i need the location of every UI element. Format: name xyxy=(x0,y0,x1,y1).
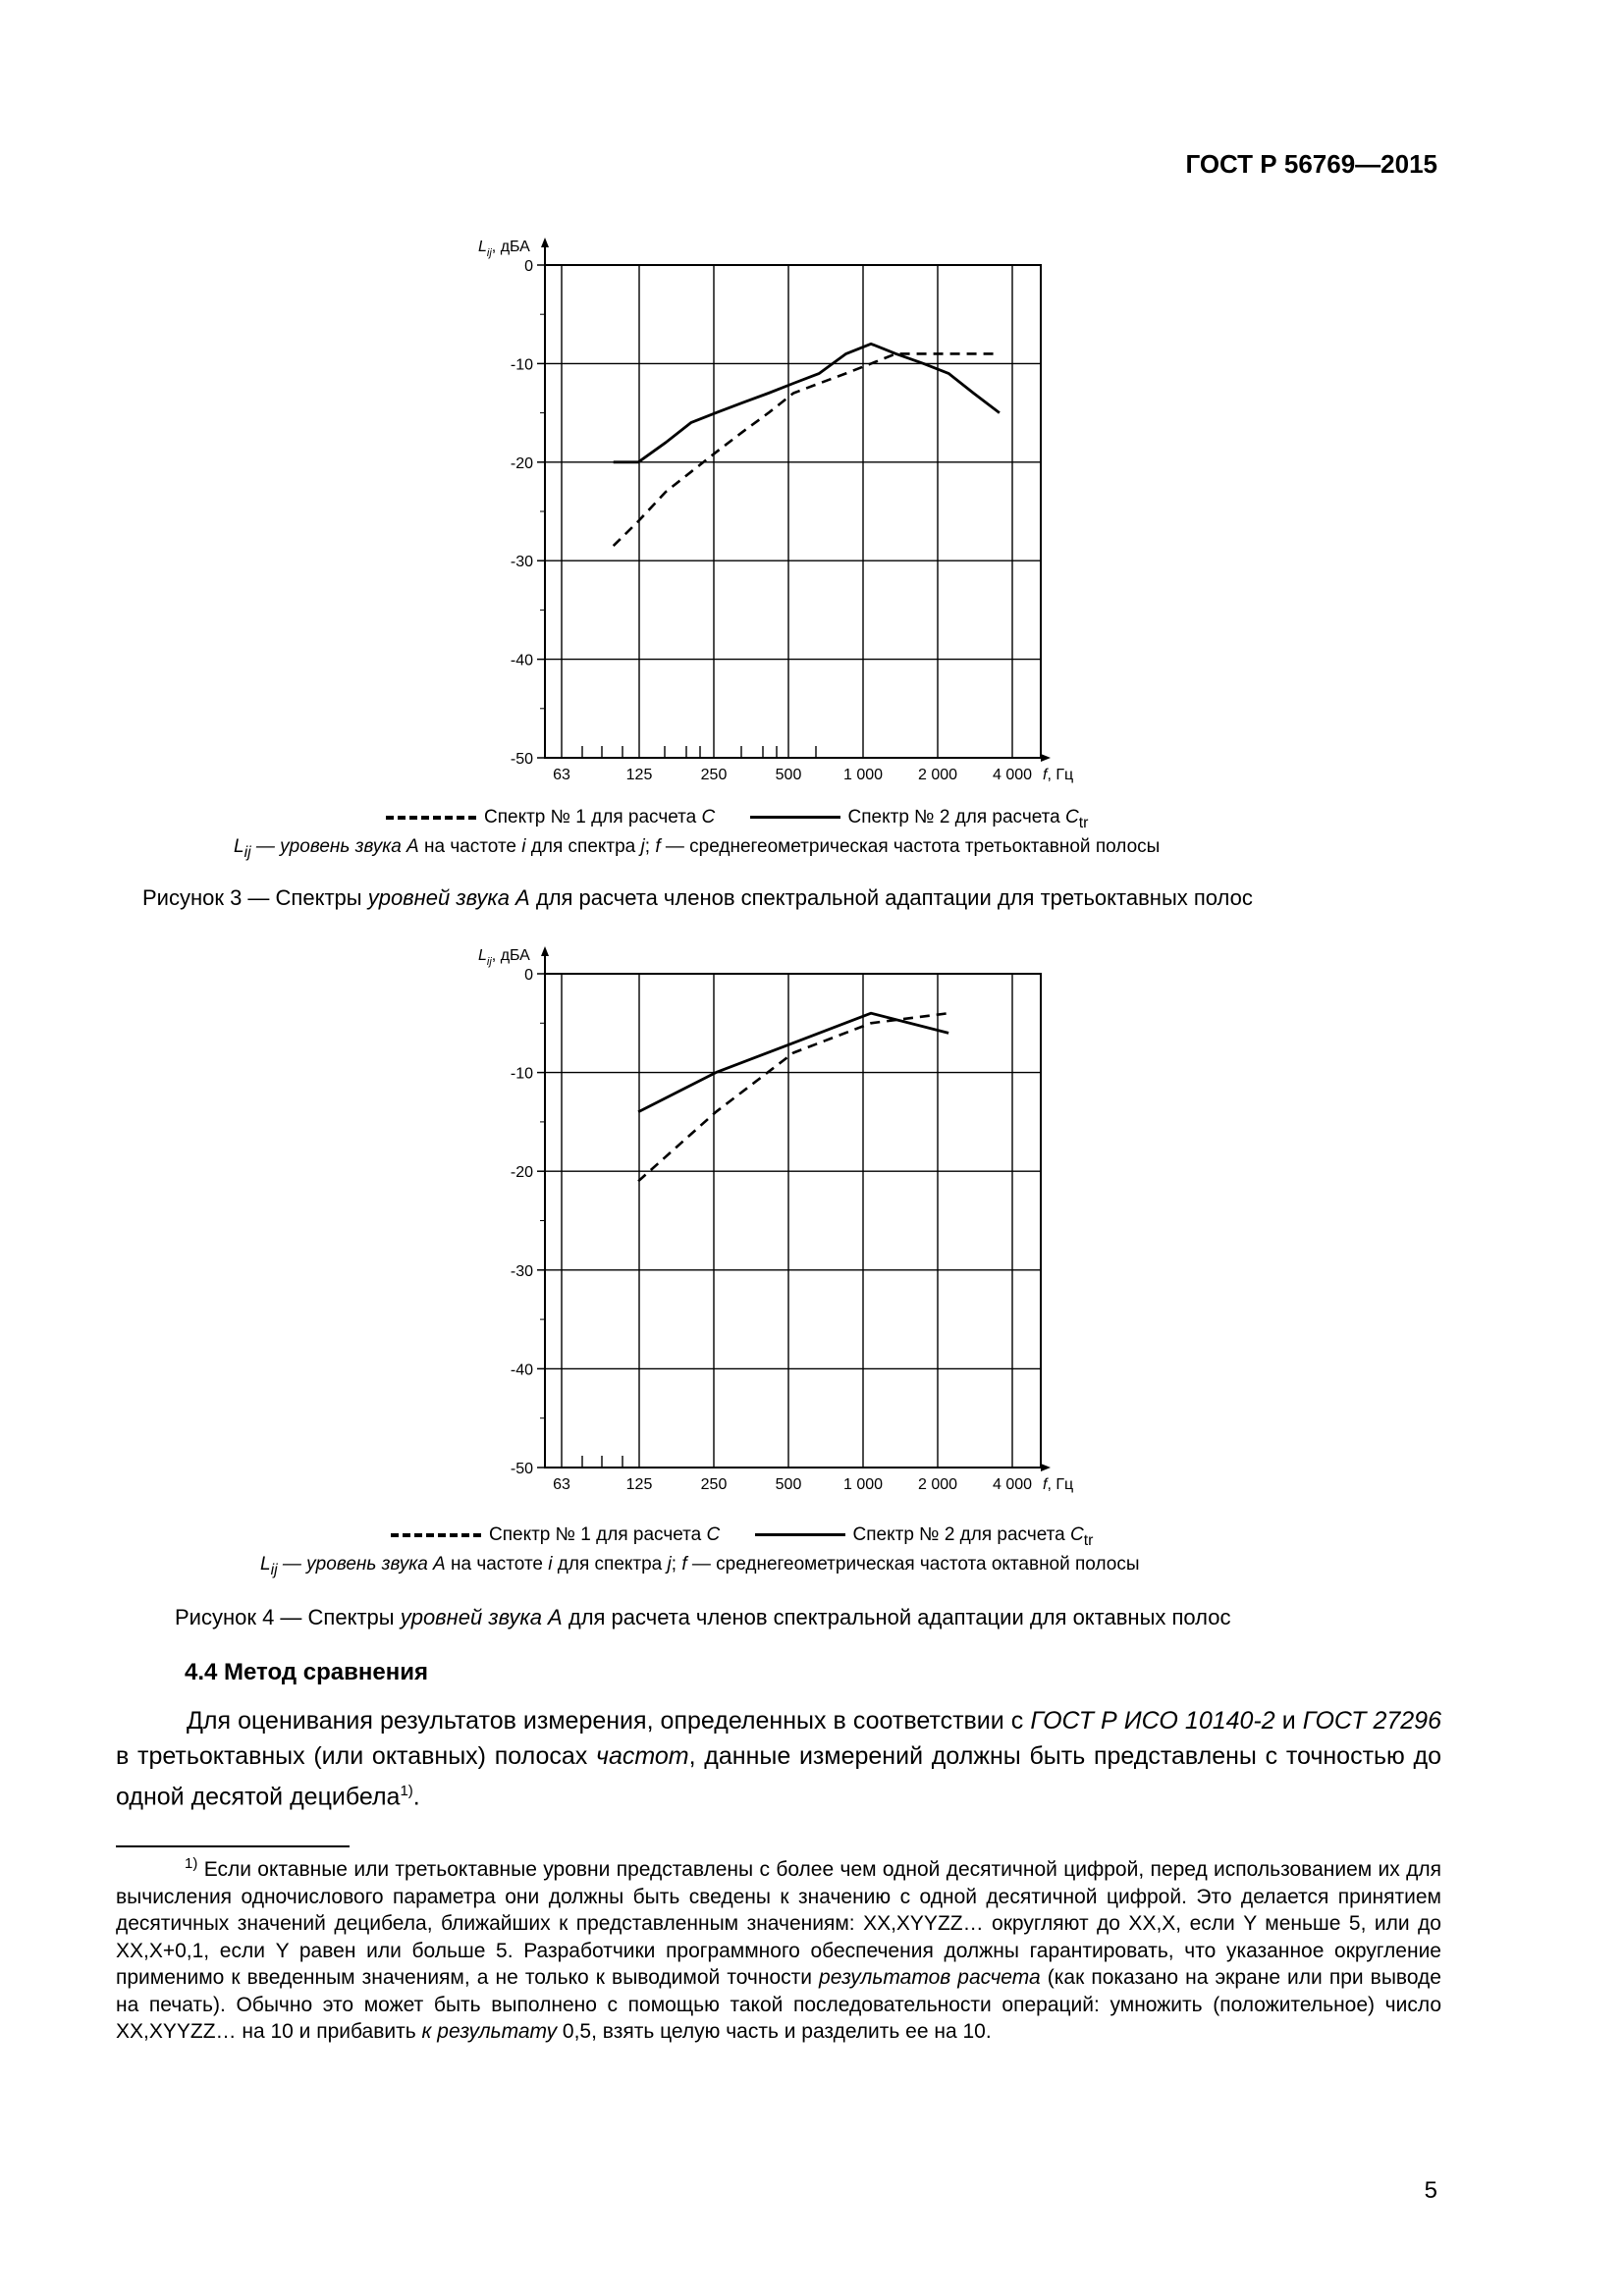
chart4-y-tick-label: -50 xyxy=(510,1461,533,1477)
chart3-y-tick-label: 0 xyxy=(524,258,533,275)
chart3-x-axis-arrowhead xyxy=(1041,754,1051,762)
document-standard-header: ГОСТ Р 56769—2015 xyxy=(1185,149,1437,179)
section-heading: 4.4 Метод сравнения xyxy=(185,1659,428,1685)
chart4-y-tick-label: -30 xyxy=(510,1262,533,1280)
chart3-x-tick-label: 2 000 xyxy=(917,767,958,783)
chart4-y-axis-arrowhead xyxy=(541,946,549,956)
chart3-y-tick-label: -20 xyxy=(510,454,533,472)
figure-3-chart xyxy=(0,226,1624,795)
chart4-y-tick-label: -20 xyxy=(510,1164,533,1182)
chart4-x-tick-label: 250 xyxy=(700,1476,728,1493)
chart4-spectrum-2-line xyxy=(638,1013,948,1112)
page-number: 5 xyxy=(1424,2177,1437,2204)
figure-3-caption: Рисунок 3 — Спектры уровней звука А для расчета членов спектральной адаптации для третьоктавных полос xyxy=(142,885,1253,910)
figure-4-caption: Рисунок 4 — Спектры уровней звука А для расчета членов спектральной адаптации для октавных полос xyxy=(175,1605,1231,1629)
chart4-plot-frame xyxy=(545,974,1041,1468)
chart4-y-tick-label: 0 xyxy=(524,967,533,984)
chart4-x-tick-label: 1 000 xyxy=(842,1476,884,1493)
chart3-y-axis-arrowhead xyxy=(541,238,549,247)
chart3-x-tick-label: 63 xyxy=(553,767,570,783)
chart3-x-tick-label: 250 xyxy=(700,767,728,783)
chart4-x-tick-label: 63 xyxy=(553,1476,570,1493)
footnote-marker: 1) xyxy=(185,1855,198,1872)
chart4-x-tick-label: 4 000 xyxy=(992,1476,1033,1493)
chart3-x-tick-label: 125 xyxy=(625,767,653,783)
chart4-x-axis-title: f, Гц xyxy=(1043,1476,1074,1493)
chart3-y-tick-label: -40 xyxy=(510,652,533,669)
chart3-y-tick-label: -30 xyxy=(510,554,533,571)
chart3-spectrum-1-line xyxy=(614,353,1000,546)
chart3-spectrum-2-line xyxy=(614,344,1000,462)
chart4-y-tick-label: -10 xyxy=(510,1065,533,1083)
footnote-reference: 1) xyxy=(400,1783,413,1799)
chart3-x-axis-title: f, Гц xyxy=(1043,767,1074,783)
chart4-y-tick-label: -40 xyxy=(510,1362,533,1379)
section-paragraph: Для оценивания результатов измерения, определенных в соответствии с ГОСТ Р ИСО 10140-2 и ГОСТ 27296 в третьоктавных (или октавных) полосах частот, данные измерений должны быть представлены с точностью до одной десятой децибела$^{1)}$. xyxy=(116,1707,1442,1811)
chart3-y-axis-title: $L_{ij}$, дБА xyxy=(478,239,530,259)
solid-line-legend-swatch xyxy=(750,816,840,819)
figure-4-chart xyxy=(0,934,1624,1504)
dashed-line-legend-swatch xyxy=(391,1533,481,1537)
chart4-x-tick-label: 500 xyxy=(775,1476,802,1493)
dashed-line-legend-swatch xyxy=(386,816,476,820)
chart3-y-tick-label: -10 xyxy=(510,356,533,374)
footnote-separator xyxy=(116,1845,350,1847)
chart3-x-tick-label: 1 000 xyxy=(842,767,884,783)
figure-4-symbol-note: $L_{ij}$ — уровень звука А на частоте i для спектра j; f — среднегеометрическая частота октавной полосы xyxy=(260,1554,1140,1578)
footnote: $^{1)}$ Если октавные или третьоктавные уровни представлены с более чем одной десятичной цифрой, перед использованием их для вычисления одночислового параметра они должны быть сведены к значению с одной десятичной цифрой. Это делается принятием десятичных значений децибела, ближайших к представленным значениям: XX,XYYZZ… округляют до XX,X, если Y меньше 5, или до XX,X+0,1, если Y равен или больше 5. Разработчики программного обеспечения должны гарантировать, что указанное округление применимо к введенным значениям, а не только к выводимой точности результатов расчета (как показано на экране или при выводе на печать). Обычно это может быть выполнено с помощью такой последовательности операций: умножить (положительное) число XX,XYYZZ… на 10 и прибавить к результату 0,5, взять целую часть и разделить ее на 10. xyxy=(116,1855,1441,2043)
chart3-x-tick-label: 4 000 xyxy=(992,767,1033,783)
chart3-y-tick-label: -50 xyxy=(510,751,533,768)
chart4-x-tick-label: 2 000 xyxy=(917,1476,958,1493)
figure-3-symbol-note: $L_{ij}$ — уровень звука А на частоте i для спектра j; f — среднегеометрическая частота третьоктавной полосы xyxy=(234,836,1161,861)
chart3-plot-frame xyxy=(545,265,1041,758)
solid-line-legend-swatch xyxy=(755,1533,845,1536)
chart3-x-tick-label: 500 xyxy=(775,767,802,783)
chart4-spectrum-1-line xyxy=(638,1013,948,1181)
chart4-x-tick-label: 125 xyxy=(625,1476,653,1493)
chart4-y-axis-title: $L_{ij}$, дБА xyxy=(478,947,530,968)
chart4-x-axis-arrowhead xyxy=(1041,1464,1051,1471)
